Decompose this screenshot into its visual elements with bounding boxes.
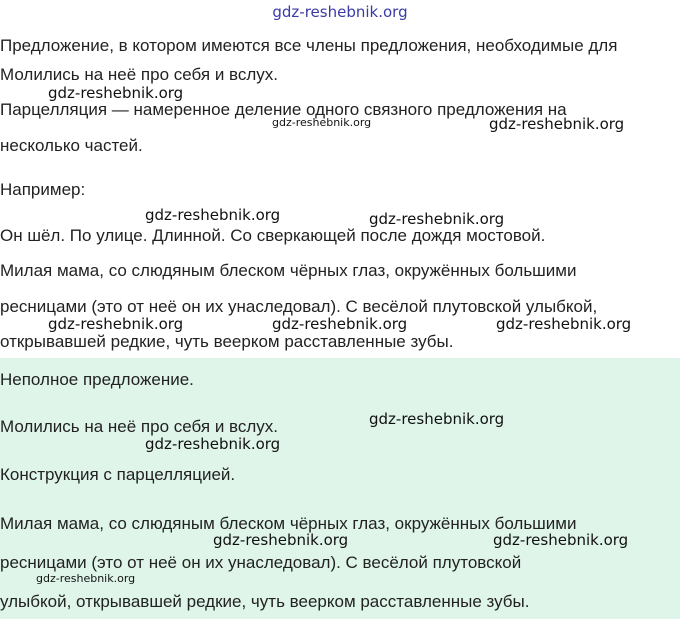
watermark: gdz-reshebnik.org (145, 435, 281, 453)
question-line: Парцелляция — намеренное деление одного связного предложения на (0, 100, 567, 119)
question-line: ресницами (это от неё он их унаследовал). С весёлой плутовской улыбкой, (0, 297, 598, 316)
question-line: Он шёл. По улице. Длинной. Со сверкающей после дождя мостовой. (0, 226, 546, 245)
answer-line: ресницами (это от неё он их унаследовал). С весёлой плутовской (0, 553, 522, 572)
answer-line: Молились на неё про себя и вслух. (0, 417, 279, 436)
answer-line: Милая мама, со слюдяным блеском чёрных глаз, окружённых большими (0, 514, 577, 533)
site-name: gdz-reshebnik.org (272, 3, 408, 21)
watermark: gdz-reshebnik.org (272, 116, 372, 129)
question-line: Например: (0, 180, 86, 199)
watermark: gdz-reshebnik.org (36, 572, 136, 585)
watermark: gdz-reshebnik.org (213, 531, 349, 549)
watermark: gdz-reshebnik.org (369, 410, 505, 428)
question-line: открывавшей редкие, чуть веерком расставленные зубы. (0, 332, 454, 351)
question-line: Молились на неё про себя и вслух. (0, 65, 279, 84)
watermark: gdz-reshebnik.org (272, 315, 408, 333)
question-line: Предложение, в котором имеются все члены предложения, необходимые для (0, 36, 618, 55)
watermark: gdz-reshebnik.org (145, 206, 281, 224)
answer-line: Неполное предложение. (0, 370, 194, 389)
watermark: gdz-reshebnik.org (369, 210, 505, 228)
question-line: Милая мама, со слюдяным блеском чёрных глаз, окружённых большими (0, 261, 577, 280)
watermark: gdz-reshebnik.org (489, 115, 625, 133)
answer-line: Конструкция с парцелляцией. (0, 465, 236, 484)
watermark: gdz-reshebnik.org (493, 531, 629, 549)
question-line: несколько частей. (0, 136, 143, 155)
site-header (0, 0, 680, 26)
watermark: gdz-reshebnik.org (48, 84, 184, 102)
watermark: gdz-reshebnik.org (496, 315, 632, 333)
answer-line: улыбкой, открывавшей редкие, чуть веерком расставленные зубы. (0, 592, 530, 611)
watermark: gdz-reshebnik.org (48, 315, 184, 333)
